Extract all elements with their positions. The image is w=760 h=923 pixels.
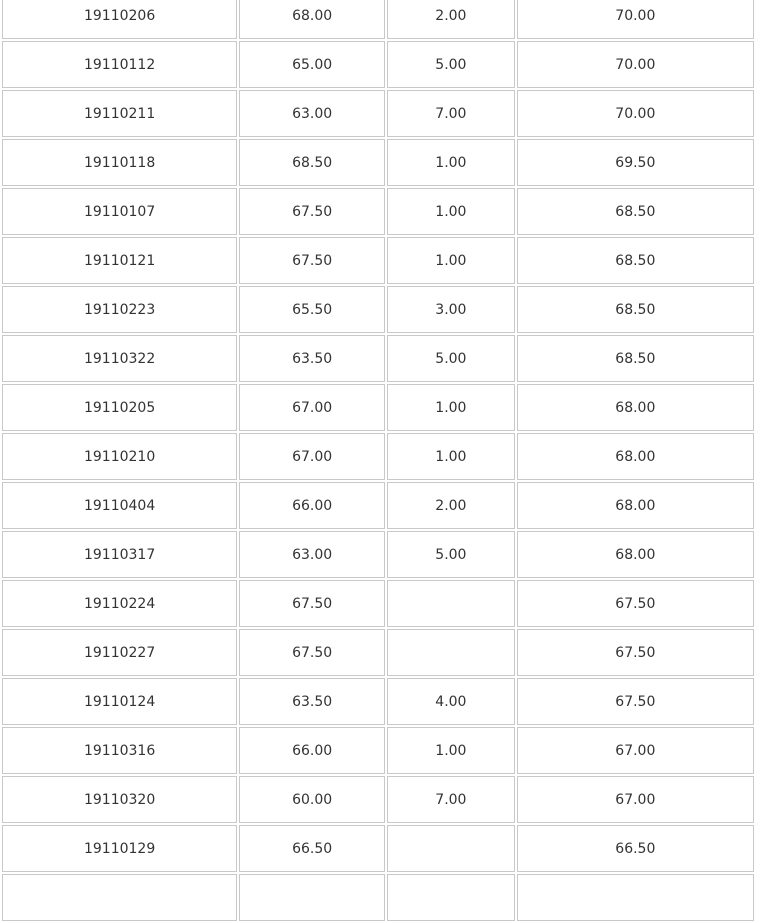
score-cell: 60.00 bbox=[239, 776, 385, 823]
total-cell: 68.00 bbox=[517, 531, 754, 578]
bonus-cell: 1.00 bbox=[387, 727, 515, 774]
score-cell: 67.50 bbox=[239, 188, 385, 235]
table-row bbox=[2, 776, 754, 823]
bonus-cell: 1.00 bbox=[387, 384, 515, 431]
student-id-cell: 19110112 bbox=[2, 41, 237, 88]
total-cell: 68.50 bbox=[517, 188, 754, 235]
table-row bbox=[2, 0, 754, 39]
total-cell: 67.50 bbox=[517, 678, 754, 725]
total-cell: 67.50 bbox=[517, 629, 754, 676]
score-cell: 66.50 bbox=[239, 825, 385, 872]
total-cell: 68.50 bbox=[517, 286, 754, 333]
student-id-cell: 19110206 bbox=[2, 0, 237, 39]
bonus-cell: 7.00 bbox=[387, 90, 515, 137]
table-row bbox=[2, 482, 754, 529]
total-cell: 67.50 bbox=[517, 580, 754, 627]
bonus-cell: 2.00 bbox=[387, 0, 515, 39]
table-row bbox=[2, 335, 754, 382]
total-cell: 67.00 bbox=[517, 776, 754, 823]
total-cell: 66.50 bbox=[517, 825, 754, 872]
table-row bbox=[2, 678, 754, 725]
student-id-cell: 19110121 bbox=[2, 237, 237, 284]
student-id-cell: 19110211 bbox=[2, 90, 237, 137]
total-cell: 68.00 bbox=[517, 433, 754, 480]
bonus-cell bbox=[387, 825, 515, 872]
student-id-cell: 19110404 bbox=[2, 482, 237, 529]
bonus-cell: 1.00 bbox=[387, 139, 515, 186]
bonus-cell: 1.00 bbox=[387, 237, 515, 284]
total-cell: 70.00 bbox=[517, 90, 754, 137]
bonus-cell: 5.00 bbox=[387, 335, 515, 382]
student-id-cell: 19110124 bbox=[2, 678, 237, 725]
score-cell: 63.50 bbox=[239, 335, 385, 382]
table-row bbox=[2, 727, 754, 774]
student-id-cell: 19110320 bbox=[2, 776, 237, 823]
bonus-cell: 1.00 bbox=[387, 433, 515, 480]
bonus-cell bbox=[387, 874, 515, 921]
total-cell: 68.00 bbox=[517, 482, 754, 529]
table-row bbox=[2, 433, 754, 480]
table-row bbox=[2, 188, 754, 235]
total-cell: 70.00 bbox=[517, 41, 754, 88]
student-id-cell: 19110224 bbox=[2, 580, 237, 627]
total-cell bbox=[517, 874, 754, 921]
score-cell: 63.00 bbox=[239, 531, 385, 578]
score-cell: 67.00 bbox=[239, 433, 385, 480]
student-id-cell bbox=[2, 874, 237, 921]
student-id-cell: 19110322 bbox=[2, 335, 237, 382]
score-cell: 68.00 bbox=[239, 0, 385, 39]
score-cell: 66.00 bbox=[239, 482, 385, 529]
bonus-cell bbox=[387, 580, 515, 627]
bonus-cell: 2.00 bbox=[387, 482, 515, 529]
score-cell: 68.50 bbox=[239, 139, 385, 186]
total-cell: 67.00 bbox=[517, 727, 754, 774]
student-id-cell: 19110118 bbox=[2, 139, 237, 186]
table-row bbox=[2, 629, 754, 676]
score-cell: 63.50 bbox=[239, 678, 385, 725]
student-id-cell: 19110129 bbox=[2, 825, 237, 872]
table-row bbox=[2, 139, 754, 186]
table-row bbox=[2, 825, 754, 872]
bonus-cell: 4.00 bbox=[387, 678, 515, 725]
table-row bbox=[2, 237, 754, 284]
score-cell bbox=[239, 874, 385, 921]
total-cell: 70.00 bbox=[517, 0, 754, 39]
total-cell: 68.50 bbox=[517, 335, 754, 382]
table-row bbox=[2, 531, 754, 578]
table-row bbox=[2, 384, 754, 431]
bonus-cell: 1.00 bbox=[387, 188, 515, 235]
score-cell: 67.50 bbox=[239, 580, 385, 627]
total-cell: 69.50 bbox=[517, 139, 754, 186]
table-row bbox=[2, 874, 754, 921]
score-cell: 67.00 bbox=[239, 384, 385, 431]
bonus-cell: 5.00 bbox=[387, 41, 515, 88]
score-cell: 63.00 bbox=[239, 90, 385, 137]
student-id-cell: 19110107 bbox=[2, 188, 237, 235]
total-cell: 68.00 bbox=[517, 384, 754, 431]
bonus-cell: 5.00 bbox=[387, 531, 515, 578]
bonus-cell: 7.00 bbox=[387, 776, 515, 823]
student-id-cell: 19110223 bbox=[2, 286, 237, 333]
score-cell: 67.50 bbox=[239, 237, 385, 284]
score-cell: 67.50 bbox=[239, 629, 385, 676]
bonus-cell bbox=[387, 629, 515, 676]
score-cell: 66.00 bbox=[239, 727, 385, 774]
student-id-cell: 19110227 bbox=[2, 629, 237, 676]
table-row bbox=[2, 286, 754, 333]
total-cell: 68.50 bbox=[517, 237, 754, 284]
student-id-cell: 19110317 bbox=[2, 531, 237, 578]
bonus-cell: 3.00 bbox=[387, 286, 515, 333]
student-id-cell: 19110205 bbox=[2, 384, 237, 431]
table-row bbox=[2, 580, 754, 627]
student-id-cell: 19110316 bbox=[2, 727, 237, 774]
student-id-cell: 19110210 bbox=[2, 433, 237, 480]
score-cell: 65.50 bbox=[239, 286, 385, 333]
score-table-body bbox=[2, 0, 754, 921]
score-cell: 65.00 bbox=[239, 41, 385, 88]
table-row bbox=[2, 90, 754, 137]
table-row bbox=[2, 41, 754, 88]
